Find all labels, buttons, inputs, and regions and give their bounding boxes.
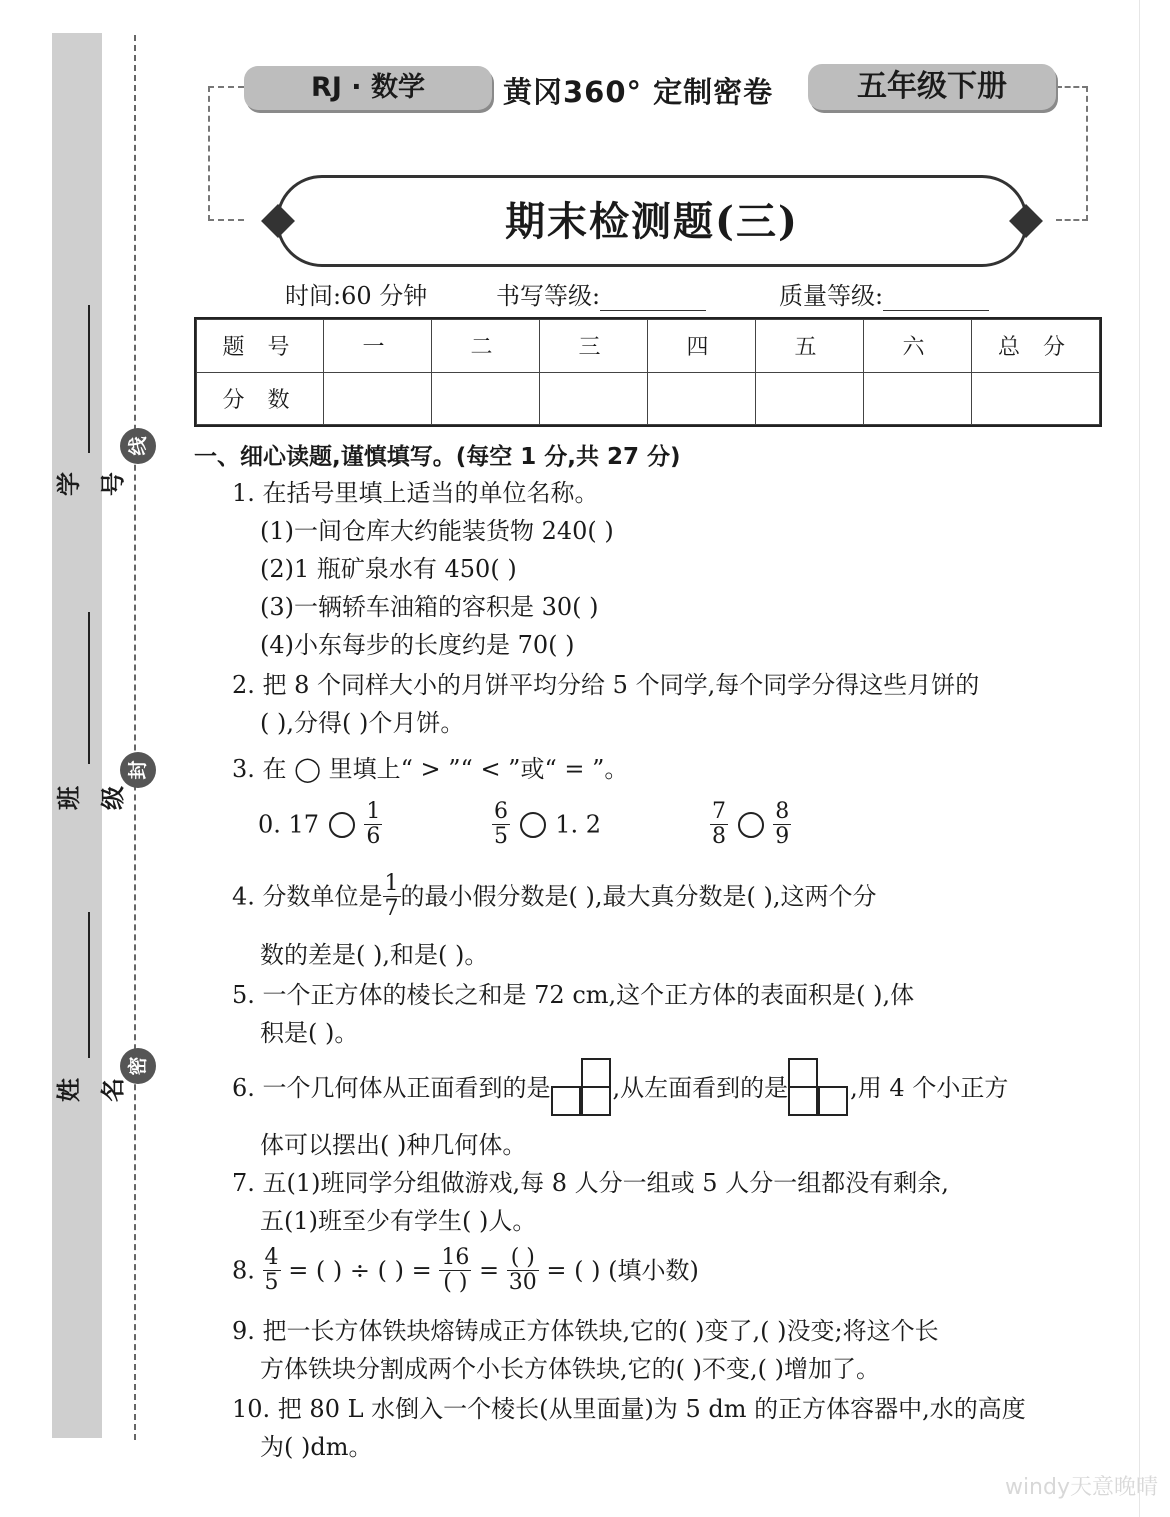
header-cell: 三: [540, 320, 648, 373]
fraction: [710, 800, 728, 849]
denominator: 6: [366, 824, 381, 849]
exam-title: 期末检测题(三): [505, 198, 799, 245]
score-cell[interactable]: [972, 372, 1100, 425]
question-1: 1. 在括号里填上适当的单位名称。: [232, 479, 599, 507]
name-line[interactable]: [88, 912, 90, 1058]
header-frame-left: [208, 86, 244, 221]
score-cell[interactable]: [540, 372, 648, 425]
question-1-2: (2)1 瓶矿泉水有 450( ): [260, 555, 517, 583]
question-9-line2: 方体铁块分割成两个小长方体铁块,它的( )不变,( )增加了。: [260, 1355, 880, 1383]
numerator: 1: [384, 871, 399, 896]
q8-number: 8.: [232, 1256, 255, 1285]
denominator: ( ): [443, 1270, 468, 1295]
denominator: 8: [712, 824, 726, 849]
question-5-line2: 积是( )。: [260, 1019, 359, 1047]
quality-grade: [779, 276, 989, 311]
header-frame-right: [1056, 86, 1088, 221]
q6-post: ,用 4 个小正方: [850, 1074, 1009, 1102]
numerator: 7: [712, 799, 726, 824]
question-1-3: (3)一辆轿车油箱的容积是 30( ): [260, 593, 599, 621]
question-2-line1: 2. 把 8 个同样大小的月饼平均分给 5 个同学,每个同学分得这些月饼的: [232, 671, 980, 699]
question-8: [232, 1246, 699, 1304]
question-7-line2: 五(1)班至少有学生( )人。: [260, 1207, 537, 1235]
question-7-line1: 7. 五(1)班同学分组做游戏,每 8 人分一组或 5 人分一组都没有剩余,: [232, 1169, 949, 1197]
fraction: [383, 872, 401, 921]
quality-grade-label: 质量等级:: [779, 282, 884, 310]
score-table-header-row: [197, 320, 1100, 373]
question-4-line2: 数的差是( ),和是( )。: [260, 941, 489, 969]
q8-post: = ( ) (填小数): [546, 1256, 699, 1285]
grade-pill: 五年级下册: [808, 64, 1056, 110]
score-label-cell: 分 数: [197, 372, 324, 425]
compare-circle[interactable]: [738, 812, 764, 838]
header-cell: 一: [324, 320, 432, 373]
denominator: 5: [494, 824, 508, 849]
question-1-1: (1)一间仓库大约能装货物 240( ): [260, 517, 614, 545]
denominator: 9: [775, 824, 790, 849]
class-line[interactable]: [88, 612, 90, 764]
writing-grade-blank[interactable]: [600, 285, 706, 311]
question-3: 3. 在 ◯ 里填上“ > ”“ < ”或“ = ”。: [232, 755, 629, 783]
header-cell: 二: [432, 320, 540, 373]
numerator: 8: [775, 799, 790, 824]
time-info: 时间:60 分钟: [285, 282, 428, 310]
header-cell: 题 号: [197, 320, 324, 373]
denominator: 30: [508, 1270, 537, 1295]
question-10-line1: 10. 把 80 L 水倒入一个棱长(从里面量)为 5 dm 的正方体容器中,水的高度: [232, 1395, 1026, 1423]
q3b-decimal: 1. 2: [555, 810, 602, 839]
q6-mid: ,从左面看到的是: [612, 1074, 789, 1102]
student-number-label: 学号: [55, 472, 127, 496]
score-cell[interactable]: [324, 372, 432, 425]
numerator: 16: [441, 1245, 470, 1270]
question-6-line2: 体可以摆出( )种几何体。: [260, 1131, 527, 1159]
score-table-score-row: [197, 372, 1100, 425]
question-3-item-a: [258, 800, 382, 860]
denominator: 7: [384, 896, 399, 921]
cut-line: [134, 35, 136, 1440]
header-cell: 六: [864, 320, 972, 373]
numerator: ( ): [507, 1246, 539, 1271]
fraction: [364, 800, 382, 849]
q8-mid: = ( ) ÷ ( ) =: [288, 1256, 432, 1285]
question-9-line1: 9. 把一长方体铁块熔铸成正方体铁块,它的( )变了,( )没变;将这个长: [232, 1317, 939, 1345]
question-4-line1: [232, 872, 877, 928]
brand-title: 黄冈360° 定制密卷: [503, 75, 774, 109]
numerator: 6: [494, 799, 508, 824]
numerator: 1: [366, 799, 381, 824]
header-cell: 五: [756, 320, 864, 373]
header-cell: 四: [648, 320, 756, 373]
header-cell: 总 分: [972, 320, 1100, 373]
question-1-4: (4)小东每步的长度约是 70( ): [260, 631, 575, 659]
question-10-line2: 为( )dm。: [260, 1433, 373, 1461]
section-heading: 一、细心读题,谨慎填写。(每空 1 分,共 27 分): [194, 444, 681, 470]
score-table: [194, 317, 1102, 427]
question-3-item-c: [710, 800, 791, 860]
fraction: [439, 1246, 471, 1295]
writing-grade-label: 书写等级:: [496, 282, 601, 310]
fraction: [773, 800, 791, 849]
q6-pre: 6. 一个几何体从正面看到的是: [232, 1074, 551, 1102]
fraction: [263, 1246, 281, 1295]
equals-sign: =: [479, 1256, 500, 1285]
q3a-decimal: 0. 17: [258, 810, 320, 839]
question-2-line2: ( ),分得( )个月饼。: [260, 709, 465, 737]
front-view-icon: [551, 1058, 613, 1118]
compare-circle[interactable]: [520, 812, 546, 838]
score-cell[interactable]: [432, 372, 540, 425]
fraction: [492, 800, 510, 849]
question-3-item-b: [492, 800, 601, 860]
score-cell[interactable]: [864, 372, 972, 425]
left-view-icon: [788, 1058, 850, 1118]
seal-char-xian: 线: [120, 428, 156, 464]
q4-pre: 4. 分数单位是: [232, 882, 383, 911]
watermark: windy天意晚晴: [1004, 1475, 1158, 1500]
score-cell[interactable]: [756, 372, 864, 425]
class-label: 班级: [55, 786, 127, 810]
fraction: [507, 1246, 539, 1295]
score-cell[interactable]: [648, 372, 756, 425]
compare-circle[interactable]: [329, 812, 355, 838]
subject-pill: RJ · 数学: [244, 66, 492, 110]
seal-char-feng: 封: [120, 752, 156, 788]
binding-strip: [52, 33, 102, 1438]
seal-char-mi: 密: [120, 1048, 156, 1084]
writing-grade: [496, 276, 706, 311]
quality-grade-blank[interactable]: [883, 285, 989, 311]
q4-post: 的最小假分数是( ),最大真分数是( ),这两个分: [400, 882, 877, 911]
denominator: 5: [264, 1270, 279, 1295]
student-number-line[interactable]: [88, 305, 90, 453]
question-6-line1: [232, 1058, 1008, 1118]
name-label: 姓名: [55, 1078, 127, 1102]
numerator: 4: [264, 1245, 279, 1270]
question-5-line1: 5. 一个正方体的棱长之和是 72 cm,这个正方体的表面积是( ),体: [232, 981, 915, 1009]
